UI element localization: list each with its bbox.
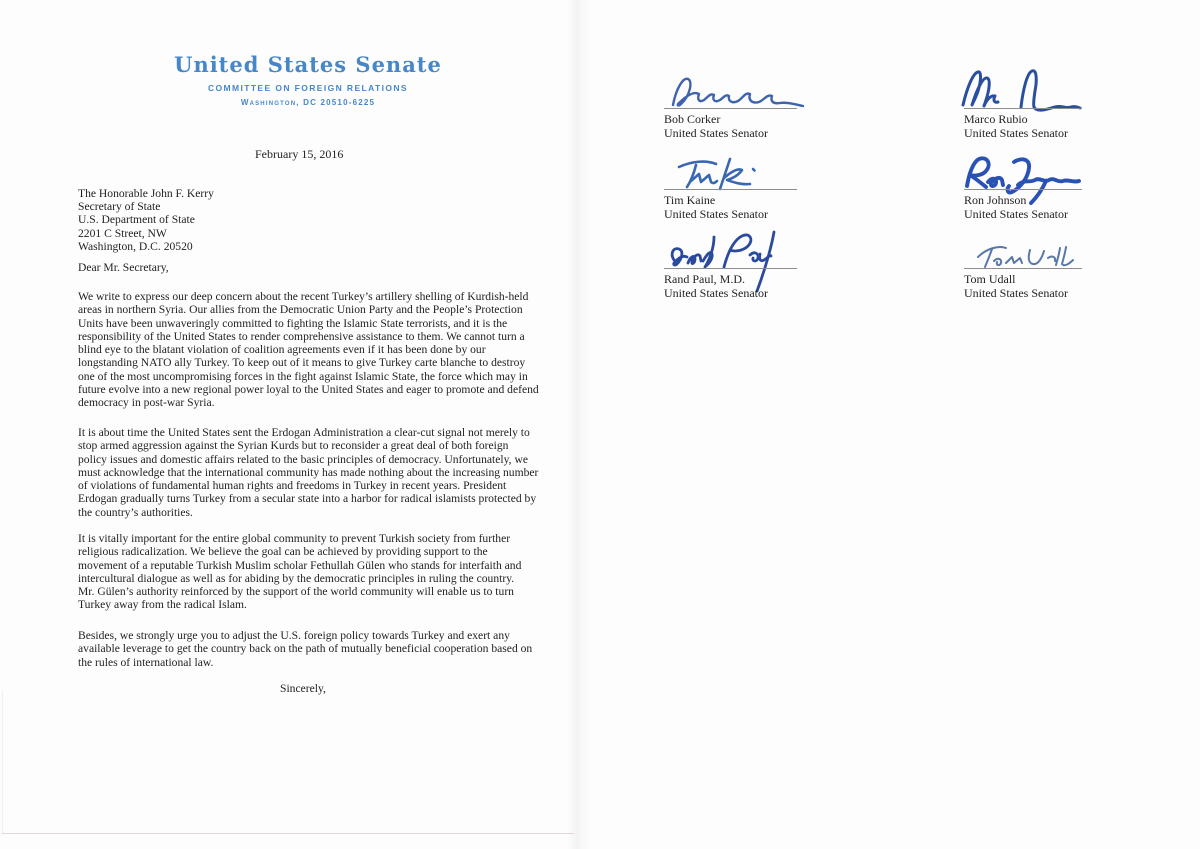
page-seam [566,0,592,849]
recipient-block: The Honorable John F. Kerry Secretary of State U.S. Department of State 2201 C Street, NW Washington, D.C. 20520 [78,187,214,253]
letter-date: February 15, 2016 [255,147,344,161]
body-paragraph: Besides, we strongly urge you to adjust the U.S. foreign policy towards Turkey and exert any available leverage to get the country back on the path of mutually beneficial cooperation based on the rules of international law. [78,629,533,669]
signature-line [664,108,797,109]
signatory-name: Tim Kaine [664,193,716,207]
signature-line [964,189,1082,190]
letterhead-committee: COMMITTEE ON FOREIGN RELATIONS [207,83,409,93]
signatory-title: United States Senator [664,125,768,140]
signatory-title: United States Senator [964,206,1068,221]
closing: Sincerely, [280,682,326,695]
scan-edge-left [2,690,3,834]
signatory-title: United States Senator [964,125,1068,140]
tim-kaine-signature [670,157,775,193]
body-paragraph: It is about time the United States sent the Erdogan Administration a clear-cut signal not merely to stop armed aggression against the Syrian Kurds but to reconsider a great deal of both foreign policy issues and domestic affairs related to the basic principles of democracy. Unfortunately, we must acknowledge that the international community has made nothing about the increasing number of violations of fundamental human rights and freedoms in Turkey in recent years. President Erdogan gradually turns Turkey from a secular state into a harbor for radical islamists protected by the country’s authorities. [78,426,539,519]
letterhead-address: Washington, DC 20510-6225 [240,98,376,107]
scan-edge-bottom [2,833,574,834]
signatory-name: Tom Udall [964,272,1016,286]
body-paragraph: It is vitally important for the entire global community to prevent Turkish society from further religious radicalization. We believe the goal can be achieved by providing support to the movement of a reputable Turkish Muslim scholar Fethullah Gülen who stands for interfaith and intercultural dialogue as well as for abiding by the democratic principles in ruling the country. Mr. Gülen’s authority reinforced by the support of the world community will enable us to turn Turkey away from the radical Islam. [78,532,522,612]
signatory-title: United States Senator [664,285,768,300]
signatory-name: Bob Corker [664,112,721,126]
signatory-name: Ron Johnson [964,193,1027,207]
signature-line [664,268,797,269]
letterhead-title: United States Senate [174,52,442,77]
salutation: Dear Mr. Secretary, [78,261,169,274]
signature-line [664,189,797,190]
marco-rubio-signature [958,64,1083,112]
signatory-name: Rand Paul, M.D. [664,272,745,286]
signatory-name: Marco Rubio [964,112,1028,126]
signature-line [964,268,1082,269]
body-paragraph: We write to express our deep concern about the recent Turkey’s artillery shelling of Kurdish-held areas in northern Syria. Our allies from the Democratic Union Party and the People’s Protection Units have been unwaveringly committed to fighting the Islamic State terrorists, and it is the responsibility of the United States to render comprehensive assistance to them. We cannot turn a blind eye to the blatant violation of coalition agreements even if it has been done by our longstanding NATO ally Turkey. To keep out of it means to give Turkey carte blanche to destroy one of the most uncompromising forces in the fight against Islamic State, the force which may in future evolve into a new regional power loyal to the United States and eager to promote and defend democracy in post-war Syria. [78,290,539,410]
signatory-title: United States Senator [664,206,768,221]
letterhead [158,52,458,107]
bob-corker-signature [666,74,806,112]
signatory-title: United States Senator [964,285,1068,300]
signature-line [964,108,1082,109]
